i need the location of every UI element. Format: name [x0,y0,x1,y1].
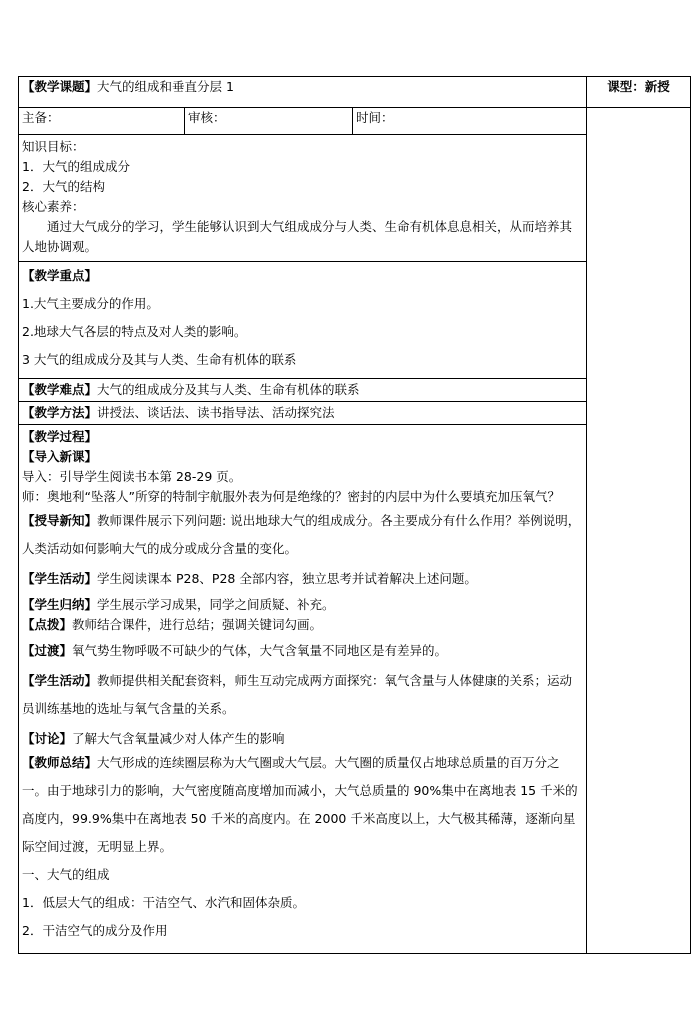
activity2-label: 【学生活动】 [22,673,98,688]
teacher-question: 师：奥地利“坠落人”所穿的特制宇航服外表为何是绝缘的？密封的内层中为什么要填充加压氧气？ [22,489,560,504]
topic-label: 【教学课题】 [22,79,98,94]
lesson-plan-table [18,76,691,954]
key-point-3: 3 大气的组成成分及其与人类、生命有机体的联系 [22,352,297,367]
knowledge-label: 知识目标： [22,139,85,154]
key-points-cell [19,262,587,379]
hint-label: 【点拨】 [22,617,73,632]
time-cell: 时间： [353,108,587,135]
transition-label: 【过渡】 [22,643,73,658]
prep-cell: 主备： [19,108,185,135]
process-label: 【教学过程】 [22,429,98,444]
info-row [19,108,691,135]
summary-label: 【学生归纳】 [22,597,98,612]
point-2: 2．干洁空气的成分及作用 [22,923,168,938]
conclusion-label: 【教师总结】 [22,755,98,770]
discuss-paragraph [22,729,583,749]
transition-paragraph [22,641,583,661]
hint-text: 教师结合课件，进行总结；强调关键词勾画。 [72,617,323,632]
discuss-text: 了解大气含氧量减少对人体产生的影响 [72,731,285,746]
key-points-label: 【教学重点】 [22,268,98,283]
transition-text: 氧气势生物呼吸不可缺少的气体，大气含氧量不同地区是有差异的。 [72,643,448,658]
difficulty-cell [19,379,587,402]
summary-paragraph [22,595,583,615]
side-notes-column [587,108,691,954]
objective-item-2: 2．大气的结构 [22,179,105,194]
point-1: 1．低层大气的组成：干洁空气、水汽和固体杂质。 [22,895,305,910]
activity1-text: 学生阅读课本 P28、P28 全部内容，独立思考并试着解决上述问题。 [97,571,477,586]
intro-label: 【导入新课】 [22,449,98,464]
difficulty-text: 大气的组成成分及其与人类、生命有机体的联系 [97,382,360,397]
guide-label: 【授导新知】 [22,513,98,528]
methods-label: 【教学方法】 [22,405,98,420]
course-type: 课型：新授 [587,77,691,108]
objectives-cell [19,135,587,262]
conclusion-text: 大气形成的连续圈层称为大气圈或大气层。大气圈的质量仅占地球总质量的百万分之一。由于地球引力的影响，大气密度随高度增加而减小，大气总质量的 90%集中在离地表 15 千米的高度内，99.9%集中在离地表 50 千米的高度内。在 2000 千米高度以上，大气极其稀薄，逐渐向星际空间过渡，无明显上界。 [22,755,578,854]
conclusion-paragraph [22,749,583,861]
key-point-2: 2.地球大气各层的特点及对人类的影响。 [22,324,247,339]
process-cell [19,425,587,954]
activity2-text: 教师提供相关配套资料，师生互动完成两方面探究：氧气含量与人体健康的关系；运动员训练基地的选址与氧气含量的关系。 [22,673,573,716]
activity1-label: 【学生活动】 [22,571,98,586]
topic-value: 大气的组成和垂直分层 1 [97,79,234,94]
topic-cell [19,77,587,108]
intro-text: 导入：引导学生阅读书本第 28-29 页。 [22,469,242,484]
core-label: 核心素养： [22,199,85,214]
activity1-paragraph [22,569,583,589]
guide-paragraph [22,507,583,563]
discuss-label: 【讨论】 [22,731,73,746]
review-cell: 审核： [185,108,353,135]
section-heading: 一、大气的组成 [22,867,110,882]
core-text: 通过大气成分的学习，学生能够认识到大气组成成分与人类、生命有机体息息相关，从而培养其人地协调观。 [22,219,573,254]
summary-text: 学生展示学习成果，同学之间质疑、补充。 [97,597,335,612]
methods-text: 讲授法、谈话法、读书指导法、活动探究法 [97,405,335,420]
topic-row [19,77,691,108]
activity2-paragraph [22,667,583,723]
methods-cell [19,402,587,425]
difficulty-label: 【教学难点】 [22,382,98,397]
objective-item-1: 1．大气的组成成分 [22,159,130,174]
hint-paragraph [22,615,583,635]
guide-text: 教师课件展示下列问题: 说出地球大气的组成成分。各主要成分有什么作用？举例说明，人类活动如何影响大气的成分或成分含量的变化。 [22,513,581,556]
key-point-1: 1.大气主要成分的作用。 [22,296,159,311]
